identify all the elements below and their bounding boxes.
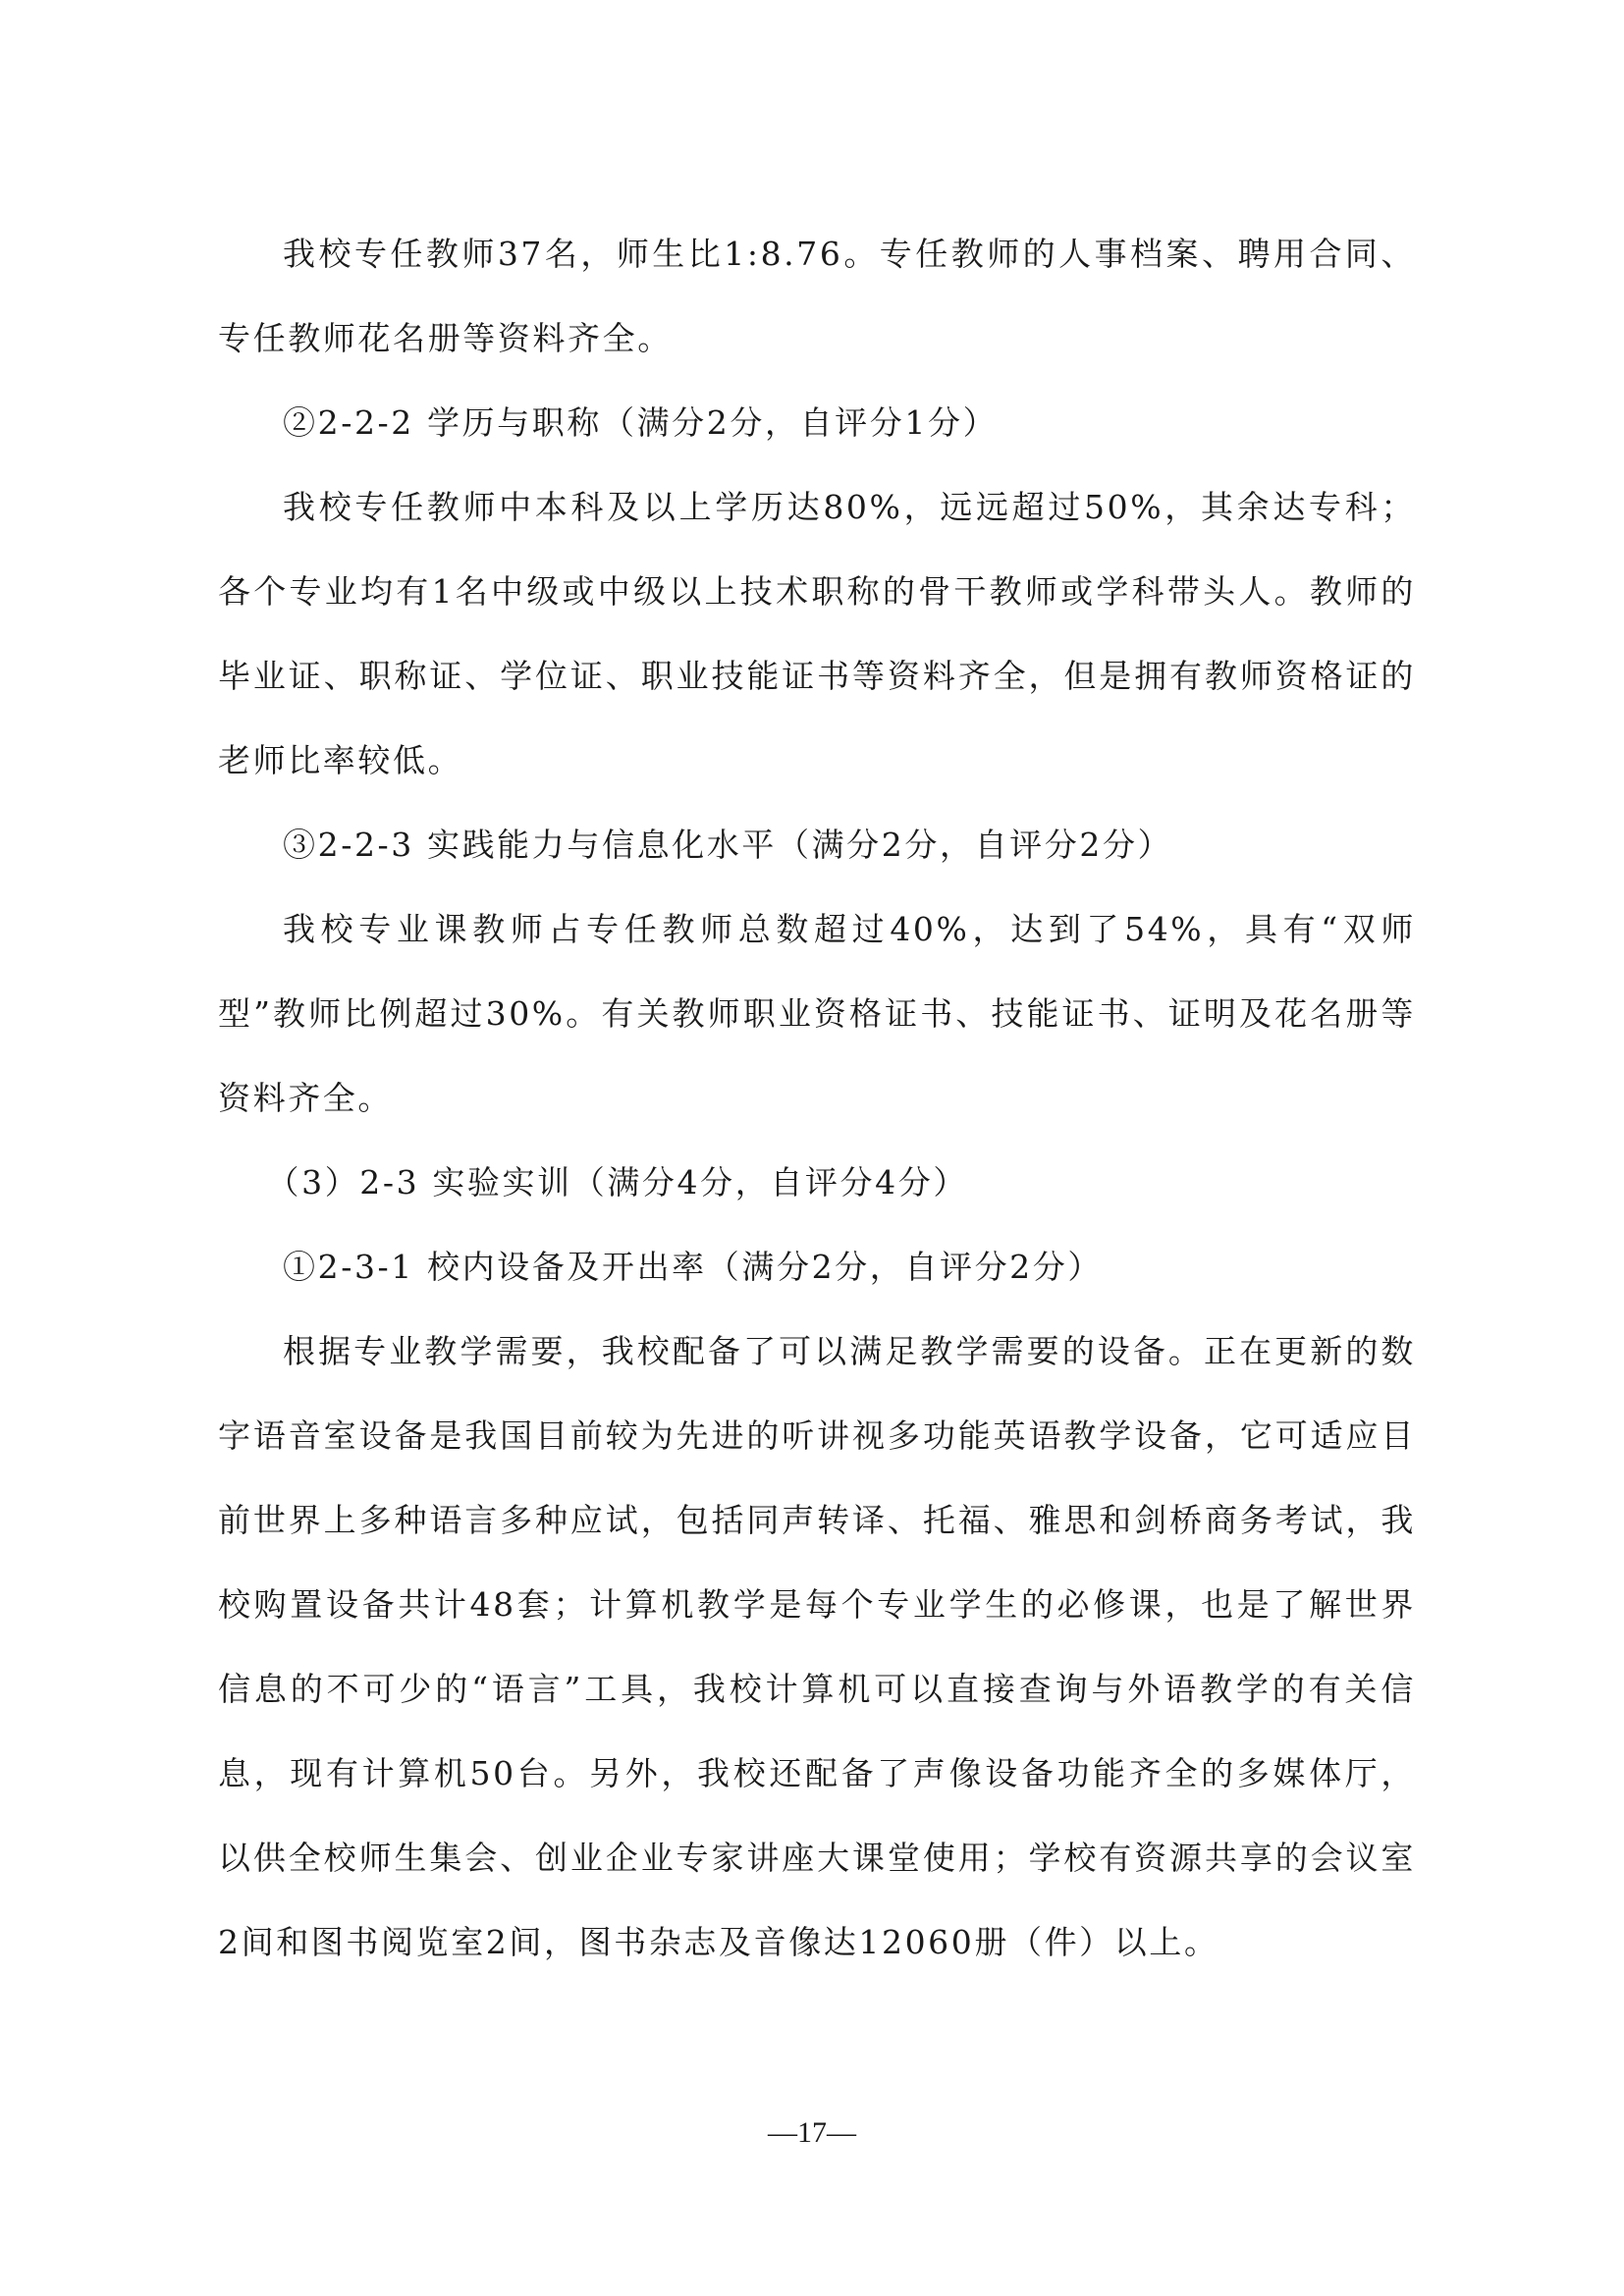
paragraph-practice-ability: 我校专业课教师占专任教师总数超过40%，达到了54%，具有“双师型”教师比例超过30%。有关教师职业资格证书、技能证书、证明及花名册等资料齐全。 bbox=[218, 910, 1416, 1117]
heading-education-title: ②2-2-2 学历与职称（满分2分，自评分1分） bbox=[283, 403, 999, 442]
paragraph-education-title: 我校专任教师中本科及以上学历达80%，远远超过50%，其余达专科；各个专业均有1名中级或中级以上技术职称的骨干教师或学科带头人。教师的毕业证、职称证、学位证、职业技能证书等资料齐全，但是拥有教师资格证的老师比率较低。 bbox=[218, 488, 1416, 779]
heading-campus-equipment: ①2-3-1 校内设备及开出率（满分2分，自评分2分） bbox=[283, 1248, 1103, 1286]
paragraph-teacher-count: 我校专任教师37名，师生比1:8.76。专任教师的人事档案、聘用合同、专任教师花名册等资料齐全。 bbox=[218, 235, 1416, 357]
document-body bbox=[218, 212, 1416, 1985]
paragraph-campus-equipment: 根据专业教学需要，我校配备了可以满足教学需要的设备。正在更新的数字语音室设备是我国目前较为先进的听讲视多功能英语教学设备，它可适应目前世界上多种语言多种应试，包括同声转译、托福、雅思和剑桥商务考试，我校购置设备共计48套；计算机教学是每个专业学生的必修课，也是了解世界信息的不可少的“语言”工具，我校计算机可以直接查询与外语教学的有关信息，现有计算机50台。另外，我校还配备了声像设备功能齐全的多媒体厅，以供全校师生集会、创业企业专家讲座大课堂使用；学校有资源共享的会议室2间和图书阅览室2间，图书杂志及音像达12060册（件）以上。 bbox=[218, 1332, 1416, 1961]
heading-lab-training: （3）2-3 实验实训（满分4分，自评分4分） bbox=[266, 1163, 968, 1201]
page-number: —17— bbox=[768, 2116, 856, 2149]
heading-practice-ability: ③2-2-3 实践能力与信息化水平（满分2分，自评分2分） bbox=[283, 826, 1173, 864]
